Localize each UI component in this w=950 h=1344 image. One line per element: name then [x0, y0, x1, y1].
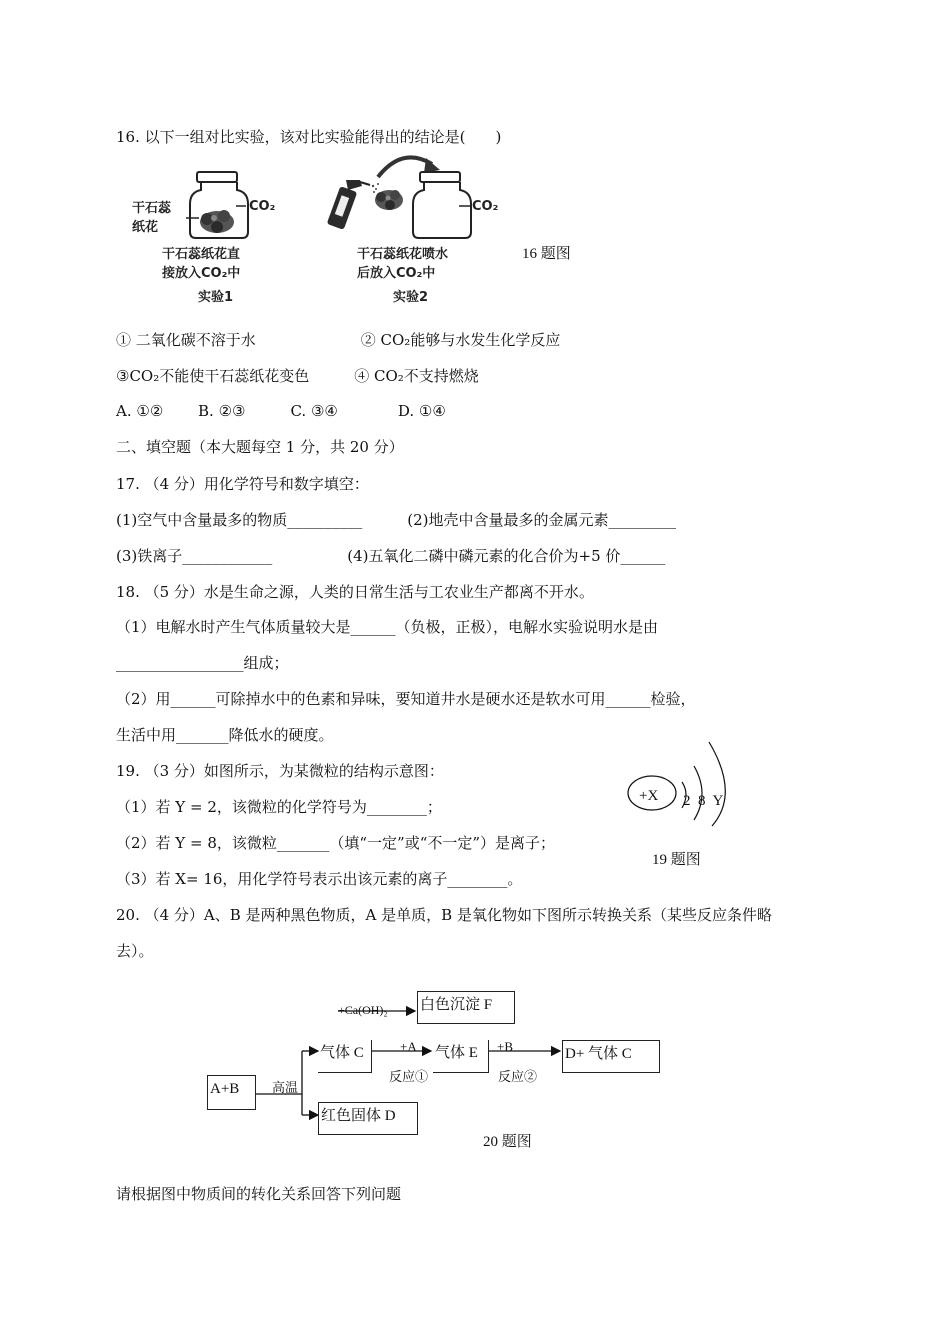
q18-part2-line2: 生活中用_______降低水的硬度。 [116, 726, 334, 744]
q18-part1-line2: _________________组成； [116, 654, 289, 672]
q19-part3: （3）若 X= 16，用化学符号表示出该元素的离子________。 [116, 870, 523, 888]
label-caoh2: +Ca(OH)₂ [338, 1003, 388, 1017]
fig19-shell-labels: 2 8 Y [683, 793, 724, 809]
node-gas-c: 气体 C [318, 1040, 372, 1073]
node-d-plus-gas-c: D+ 气体 C [562, 1040, 660, 1073]
q20-stem-line1: 20. （4 分）A、B 是两种黑色物质，A 是单质，B 是氧化物如下图所示转换关系（某些反应条件略 [116, 906, 772, 924]
q19-part2: （2）若 Y = 8，该微粒_______（填“一定”或“不一定”）是离子； [116, 834, 556, 852]
fig16-exp1-label: 实验1 [198, 290, 234, 305]
node-white-precipitate-f: 白色沉淀 F [417, 991, 515, 1024]
node-gas-e: 气体 E [433, 1040, 489, 1073]
fig19-caption: 19 题图 [652, 852, 701, 868]
fig16-caption: 16 题图 [522, 246, 571, 262]
label-reaction-2: 反应② [498, 1069, 538, 1084]
label-plus-b: +B [497, 1039, 514, 1054]
fig16-exp2-desc: 干石蕊纸花喷水 后放入CO₂中 [357, 247, 449, 281]
q18-part1-line1: （1）电解水时产生气体质量较大是______（负极，正极），电解水实验说明水是由 [116, 618, 659, 636]
section-2-heading: 二、填空题（本大题每空 1 分，共 20 分） [116, 438, 404, 456]
q16-options-3-4: ③CO₂不能使干石蕊纸花变色 ④ CO₂不支持燃烧 [116, 367, 479, 385]
label-plus-a: +A [400, 1039, 417, 1054]
fig20-caption: 20 题图 [483, 1134, 532, 1150]
q16-stem: 16. 以下一组对比实验，该对比实验能得出的结论是( ) [116, 128, 502, 146]
q16-choices: A. ①② B. ②③ C. ③④ D. ①④ [116, 402, 446, 420]
q19-part1: （1）若 Y = 2，该微粒的化学符号为________； [116, 798, 442, 816]
q17-stem: 17. （4 分）用化学符号和数字填空： [116, 475, 369, 493]
fig16-co2-label-1: CO₂ [249, 199, 276, 214]
fig19-nucleus-label: +X [639, 788, 659, 804]
fig16-exp2-label: 实验2 [393, 290, 429, 305]
node-red-solid-d: 红色固体 D [318, 1102, 418, 1135]
q17-items-3-4: (3)铁离子____________ (4)五氧化二磷中磷元素的化合价为+5 价______ [116, 547, 666, 565]
fig16-flower-label: 干石蕊 纸花 [132, 201, 172, 235]
q17-items-1-2: (1)空气中含量最多的物质__________ (2)地壳中含量最多的金属元素_________ [116, 511, 676, 529]
q16-options-1-2: ① 二氧化碳不溶于水 ② CO₂能够与水发生化学反应 [116, 331, 561, 349]
fig16-exp1-desc: 干石蕊纸花直 接放入CO₂中 [162, 247, 241, 281]
label-reaction-1: 反应① [389, 1069, 429, 1084]
q18-part2-line1: （2）用______可除掉水中的色素和异味，要知道井水是硬水还是软水可用______检验， [116, 690, 696, 708]
q18-stem: 18. （5 分）水是生命之源，人类的日常生活与工农业生产都离不开水。 [116, 583, 594, 601]
node-a-plus-b: A+B [207, 1075, 256, 1110]
q20-stem-line2: 去）。 [116, 942, 154, 960]
label-high-temp: 高温 [272, 1080, 299, 1095]
fig16-co2-label-2: CO₂ [472, 199, 499, 214]
q20-prompt: 请根据图中物质间的转化关系回答下列问题 [116, 1185, 402, 1203]
q19-stem: 19. （3 分）如图所示，为某微粒的结构示意图： [116, 762, 444, 780]
